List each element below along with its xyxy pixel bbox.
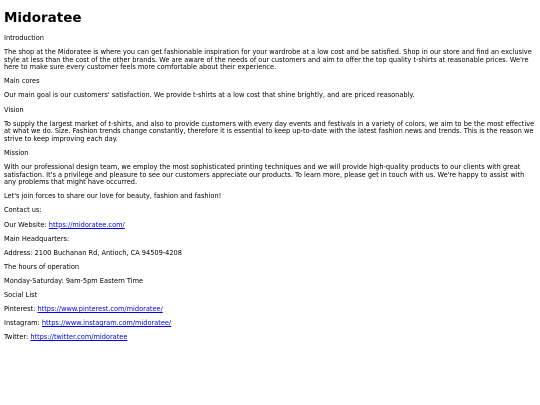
vision-heading: Vision — [4, 105, 24, 114]
instagram-link[interactable]: https://www.instagram.com/midoratee/ — [41, 319, 172, 328]
pinterest-label: Pinterest: — [4, 305, 38, 314]
website-label: Our Website: — [4, 220, 49, 229]
twitter-label: Twitter: — [4, 333, 31, 342]
twitter-line — [4, 334, 536, 342]
hq-heading: Main Headquarters: — [4, 234, 70, 243]
pinterest-line — [4, 306, 536, 314]
address-line: Address: 2100 Buchanan Rd, Antioch, CA 94509-4208 — [4, 248, 182, 257]
mission-paragraph: With our professional design team, we employ the most sophisticated printing techniques and we will provide high-quality products to our clients with great satisfaction. It's a privilege and pleasure to see our customers appreciate our products. To learn more, please get in touch with us. We're happy to assist with any problems that might have occurred. — [4, 163, 525, 187]
page-title: Midoratee — [4, 10, 82, 26]
join-paragraph: Let's join forces to share our love for beauty, fashion and fashion! — [4, 192, 222, 201]
cores-paragraph: Our main goal is our customers' satisfaction. We provide t-shirts at a low cost that shine brightly, and are priced reasonably. — [4, 91, 415, 100]
instagram-line — [4, 320, 536, 328]
twitter-link[interactable]: https://twitter.com/midoratee — [30, 333, 128, 342]
mission-heading: Mission — [4, 148, 29, 157]
website-link[interactable]: https://midoratee.com/ — [48, 220, 125, 229]
hours-line: Monday-Saturday: 9am-5pm Eastern Time — [4, 276, 144, 285]
social-heading: Social List — [4, 290, 38, 299]
cores-heading: Main cores — [4, 77, 40, 86]
intro-paragraph: The shop at the Midoratee is where you can get fashionable inspiration for your wardrobe at a low cost and be satisfied. Shop in our store and find an exclusive style at less than the cost of the other brands. We are aware of the needs of our customers and aim to offer the top quality t-shirts at reasonable prices. We're here to make sure every customer feels more comfortable about their experience. — [4, 48, 532, 72]
hours-heading: The hours of operation — [4, 262, 80, 271]
website-line — [4, 222, 536, 230]
pinterest-link[interactable]: https://www.pinterest.com/midoratee/ — [37, 305, 163, 314]
contact-heading: Contact us: — [4, 206, 42, 215]
intro-heading: Introduction — [4, 34, 44, 42]
instagram-label: Instagram: — [4, 319, 42, 328]
vision-paragraph: To supply the largest market of t-shirts, and also to provide customers with every day events and festivals in a variety of colors, we aim to be the most effective at what we do. Size. Fashion trends change constantly, therefore it is essential to keep up-to-date with the latest fashion news and trends. This is the reason we strive to keep improving each day. — [4, 119, 535, 143]
